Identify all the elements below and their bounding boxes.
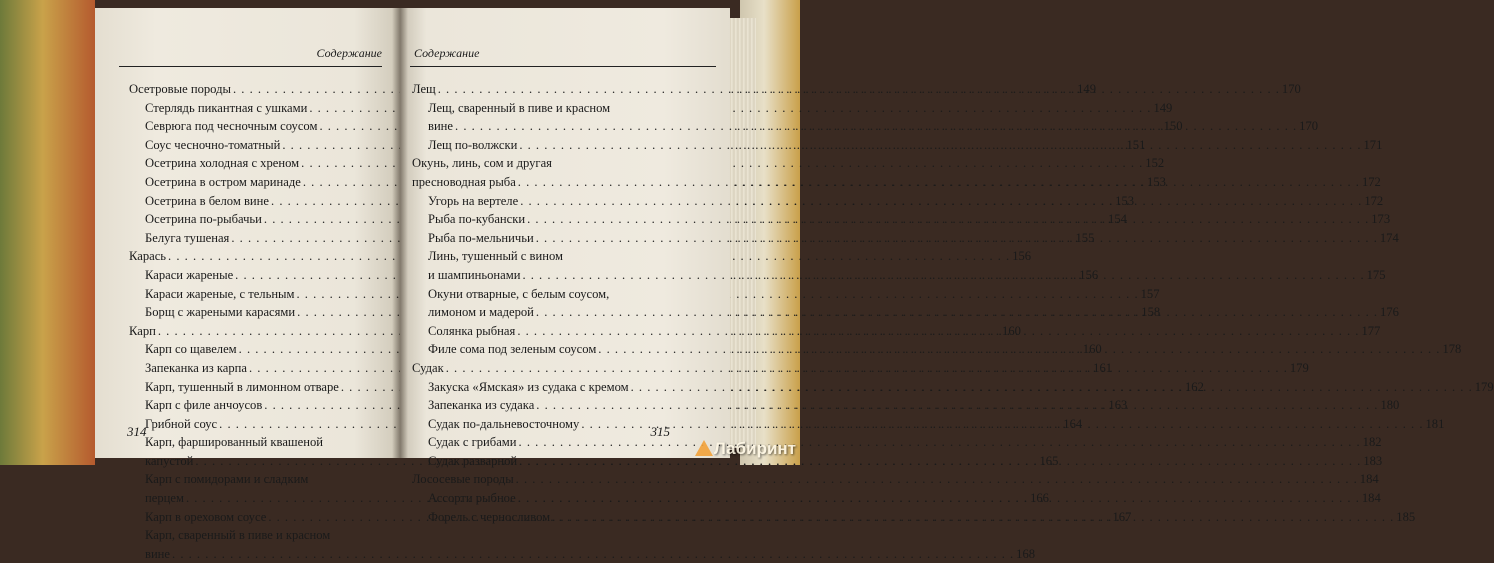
toc-entry-page: 152 (1145, 156, 1165, 171)
toc-entry-page: 179 (1289, 360, 1309, 375)
toc-entry-page: 149 (1077, 82, 1096, 96)
toc-entry (412, 247, 702, 266)
toc-entry-page: 182 (1362, 435, 1382, 450)
toc-entry-page: 171 (1363, 137, 1383, 152)
toc-entry-page: 178 (1442, 342, 1462, 357)
page-number-left: 314 (127, 424, 147, 439)
header-rule-right (410, 66, 716, 67)
toc-entry-title: Запеканка из судака (428, 398, 535, 413)
dot-leader (438, 80, 1280, 99)
toc-entry-page: 183 (1363, 453, 1383, 468)
dot-leader (631, 378, 1473, 397)
toc-entry-page: 165 (1039, 453, 1059, 468)
toc-entry (412, 285, 702, 304)
toc-entry-title: Ассорти рыбное (428, 491, 516, 506)
dot-leader (536, 396, 1378, 415)
toc-entry-title: Закуска «Ямская» из судака с кремом (428, 379, 629, 394)
toc-entry-page: 185 (1396, 509, 1416, 524)
toc-entry-page: 168 (1016, 546, 1036, 561)
toc-entry-page: 156 (1079, 267, 1099, 282)
dot-leader (518, 489, 1360, 508)
toc-entry-page: 184 (1359, 472, 1379, 487)
toc-entry-title: Стерлядь пикантная с ушками (145, 100, 308, 115)
toc-entry (129, 433, 384, 452)
toc-entry-title: Карп в ореховом соусе (145, 509, 267, 524)
toc-entry-title: Карп, фаршированный квашеной (145, 435, 323, 450)
toc-entry-title: Лещ по-волжски (428, 137, 518, 152)
book-gutter (392, 8, 408, 458)
toc-entry (412, 154, 702, 173)
dot-leader (522, 266, 1364, 285)
toc-entry-title: Осетровые породы (129, 82, 231, 96)
toc-entry-title: Судак по-дальневосточному (428, 416, 580, 431)
toc-entry-page: 172 (1361, 174, 1381, 189)
toc-entry-page: 153 (1115, 193, 1135, 208)
toc-entry-page: 180 (1380, 398, 1400, 413)
toc-entry-page: 170 (1299, 119, 1319, 134)
toc-entry-title: Рыба по-мельничьи (428, 230, 534, 245)
dot-leader (536, 229, 1378, 248)
toc-entry (129, 526, 384, 545)
toc-entry-title: Карп, сваренный в пиве и красном (145, 528, 331, 543)
toc-entry-title: Карп, тушенный в лимонном отваре (145, 379, 339, 394)
toc-entry-page: 158 (1141, 305, 1161, 320)
toc-entry-title: Грибной соус (145, 416, 218, 431)
toc-entry-page: 174 (1379, 230, 1399, 245)
dot-leader (519, 136, 1361, 155)
toc-entry (129, 470, 384, 489)
toc-entry-title: Карась (129, 249, 167, 264)
toc-entry-page: 153 (1147, 174, 1166, 189)
toc-entry-title: Караси жареные (145, 267, 234, 282)
dot-leader (455, 117, 1297, 136)
dot-leader (520, 192, 1362, 211)
toc-entry-page: 161 (1093, 360, 1113, 375)
toc-entry (129, 545, 1036, 563)
toc-entry-title: Карп со щавелем (145, 342, 237, 357)
dot-leader (536, 303, 1378, 322)
toc-entry-title: капустой (145, 453, 194, 468)
toc-entry-page: 172 (1364, 193, 1384, 208)
toc-entry-title: Осетрина в остром маринаде (145, 174, 301, 189)
toc-entry-title: вине (428, 119, 454, 134)
toc-entry-page: 167 (1112, 509, 1132, 524)
toc-entry-page: 184 (1361, 491, 1381, 506)
toc-entry-title: Карп с филе анчоусов (145, 398, 263, 413)
toc-entry-title: Лещ (412, 82, 436, 96)
toc-entry-title: Лососевые породы (412, 472, 514, 487)
toc-entry-title: Осетрина холодная с хреном (145, 156, 300, 171)
toc-entry (412, 99, 702, 118)
toc-entry-page: 175 (1366, 267, 1386, 282)
toc-entry-page: 160 (1002, 323, 1021, 338)
dot-leader (519, 433, 1361, 452)
toc-entry-title: Форель с черносливом (428, 509, 551, 524)
toc-entry-title: Осетрина в белом вине (145, 193, 270, 208)
toc-entry-title: Судак (412, 360, 444, 375)
toc-entry-title: Белуга тушеная (145, 230, 230, 245)
toc-entry-page: 162 (1184, 379, 1204, 394)
toc-entry-page: 170 (1281, 82, 1301, 96)
toc-entry-page: 163 (1108, 398, 1128, 413)
dot-leader (517, 322, 1359, 341)
toc-entry-title: Линь, тушенный с вином (428, 249, 564, 264)
toc-entry-page: 164 (1063, 416, 1083, 431)
toc-entry-title: Караси жареные, с тельным (145, 286, 295, 301)
toc-entry-page: 155 (1075, 230, 1095, 245)
toc-entry-page: 173 (1371, 212, 1391, 227)
dot-leader (598, 340, 1440, 359)
toc-entry-page: 149 (1153, 100, 1173, 115)
dot-leader (519, 452, 1361, 471)
toc-entry-page: 181 (1425, 416, 1445, 431)
dot-leader (581, 415, 1423, 434)
labirint-logo-icon (695, 440, 713, 456)
dot-leader (516, 470, 1358, 489)
toc-entry-page: 156 (1012, 249, 1032, 264)
running-head-right: Содержание (414, 46, 480, 60)
toc-entry-title: Филе сома под зеленым соусом (428, 342, 597, 357)
toc-entry-title: и шампиньонами (428, 267, 521, 282)
toc-entry-title: Карп (129, 323, 156, 338)
toc-entry-title: Запеканка из карпа (145, 360, 247, 375)
header-rule-left (119, 66, 382, 67)
dot-leader (446, 359, 1288, 378)
toc-entry-page: 179 (1474, 379, 1494, 394)
toc-entry-title: пресноводная рыба (412, 174, 516, 189)
toc-entry-title: перцем (145, 491, 184, 506)
dot-leader (518, 173, 1360, 192)
toc-entry-title: Рыба по-кубански (428, 212, 526, 227)
toc-entry-page: 150 (1163, 119, 1183, 134)
dot-leader (172, 545, 1014, 563)
running-head-left: Содержание (316, 46, 382, 60)
toc-entry-title: вине (145, 546, 171, 561)
dot-leader (527, 210, 1369, 229)
toc-entry (412, 470, 1379, 489)
toc-entry-title: Севрюга под чесночным соусом (145, 119, 318, 134)
toc-entry-page: 154 (1108, 212, 1127, 227)
watermark-logo (695, 439, 796, 459)
toc-entry-title: лимоном и мадерой (428, 305, 534, 320)
page-number-right: 315 (650, 424, 670, 439)
background-left (0, 0, 95, 465)
toc-entry-page: 160 (1082, 342, 1102, 357)
toc-entry-title: Окунь, линь, сом и другая (412, 156, 552, 171)
toc-entry-title: Судак разварной (428, 453, 518, 468)
toc-entry-title: Карп с помидорами и сладким (145, 472, 309, 487)
toc-entry-title: Окуни отварные, с белым соусом, (428, 286, 610, 301)
toc-entry-page: 151 (1126, 137, 1146, 152)
toc-entry-title: Угорь на вертеле (428, 193, 519, 208)
toc-entry-page: 166 (1030, 491, 1049, 506)
toc-entry-title: Борщ с жареными карасями (145, 305, 296, 320)
toc-entry-title: Соус чесночно-томатный (145, 137, 281, 152)
toc-entry-page: 176 (1380, 305, 1399, 320)
toc-entry-title: Осетрина по-рыбачьи (145, 212, 262, 227)
toc-entry-title: Лещ, сваренный в пиве и красном (428, 100, 611, 115)
toc-entry-page: 177 (1361, 323, 1381, 338)
toc-entry-title: Судак с грибами (428, 435, 517, 450)
watermark-text: Лабиринт (713, 439, 796, 458)
toc-entry-title: Солянка рыбная (428, 323, 516, 338)
dot-leader (552, 508, 1394, 527)
toc-entry-page: 157 (1140, 286, 1160, 301)
